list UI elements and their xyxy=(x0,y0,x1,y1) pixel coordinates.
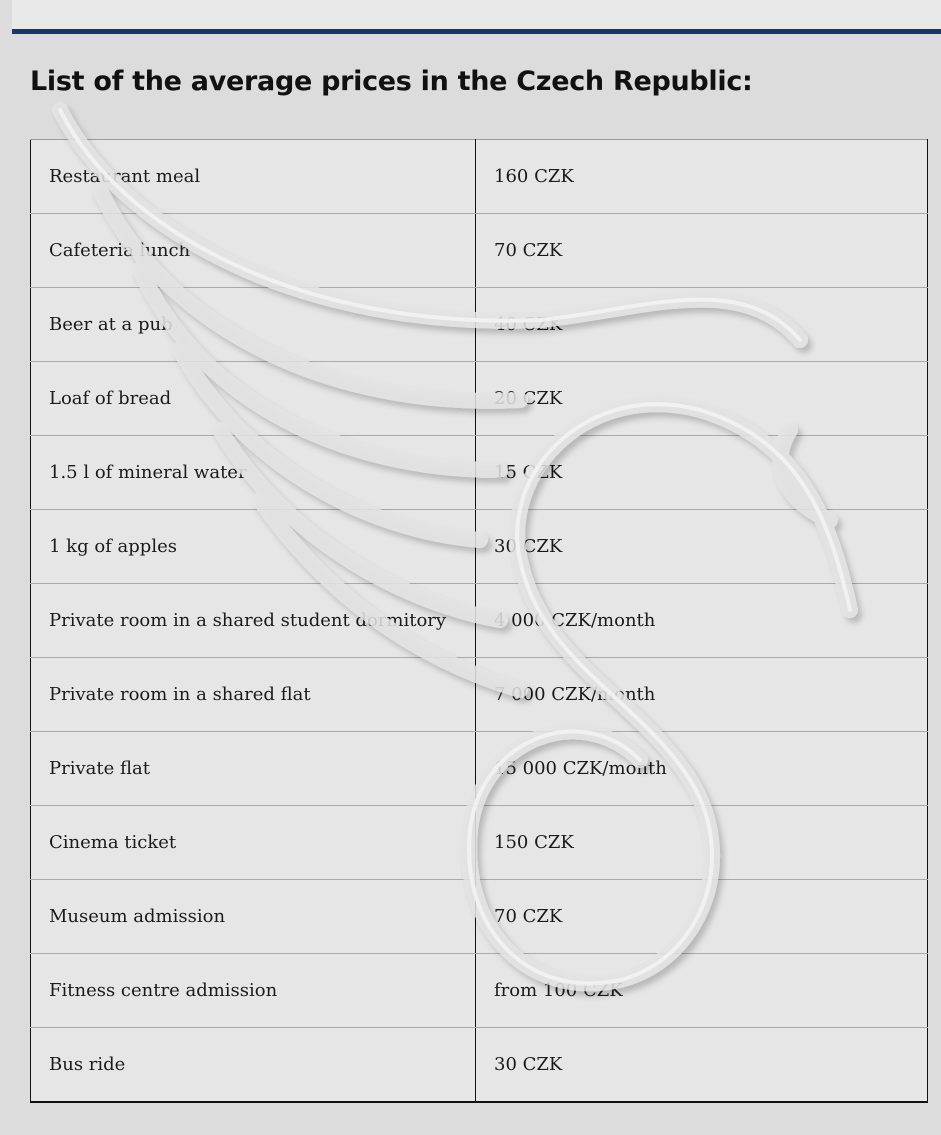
price-cell: 7 000 CZK/month xyxy=(476,658,928,732)
item-cell: Restaurant meal xyxy=(31,140,476,214)
price-cell: from 100 CZK xyxy=(476,954,928,1028)
table-row xyxy=(31,880,928,954)
item-cell: Loaf of bread xyxy=(31,362,476,436)
price-cell: 4 000 CZK/month xyxy=(476,584,928,658)
item-cell: Beer at a pub xyxy=(31,288,476,362)
price-table xyxy=(30,139,928,1103)
table-row xyxy=(31,1028,928,1102)
table-row xyxy=(31,510,928,584)
table-row xyxy=(31,436,928,510)
header-strip xyxy=(12,0,941,34)
table-row xyxy=(31,954,928,1028)
price-cell: 40 CZK xyxy=(476,288,928,362)
table-row xyxy=(31,214,928,288)
table-row xyxy=(31,658,928,732)
table-row xyxy=(31,140,928,214)
price-cell: 30 CZK xyxy=(476,510,928,584)
item-cell: 1.5 l of mineral water xyxy=(31,436,476,510)
page-title: List of the average prices in the Czech Republic: xyxy=(30,66,753,97)
price-cell: 15 CZK xyxy=(476,436,928,510)
table-row xyxy=(31,584,928,658)
item-cell: Private room in a shared flat xyxy=(31,658,476,732)
item-cell: 1 kg of apples xyxy=(31,510,476,584)
item-cell: Cinema ticket xyxy=(31,806,476,880)
item-cell: Private room in a shared student dormitory xyxy=(31,584,476,658)
price-cell: 30 CZK xyxy=(476,1028,928,1102)
item-cell: Bus ride xyxy=(31,1028,476,1102)
table-row xyxy=(31,288,928,362)
item-cell: Museum admission xyxy=(31,880,476,954)
table-row xyxy=(31,732,928,806)
item-cell: Private flat xyxy=(31,732,476,806)
table-row xyxy=(31,362,928,436)
price-cell: 160 CZK xyxy=(476,140,928,214)
price-cell: 70 CZK xyxy=(476,214,928,288)
table-row xyxy=(31,806,928,880)
item-cell: Cafeteria lunch xyxy=(31,214,476,288)
price-cell: 150 CZK xyxy=(476,806,928,880)
price-cell: 20 CZK xyxy=(476,362,928,436)
price-cell: 70 CZK xyxy=(476,880,928,954)
item-cell: Fitness centre admission xyxy=(31,954,476,1028)
price-cell: 15 000 CZK/month xyxy=(476,732,928,806)
